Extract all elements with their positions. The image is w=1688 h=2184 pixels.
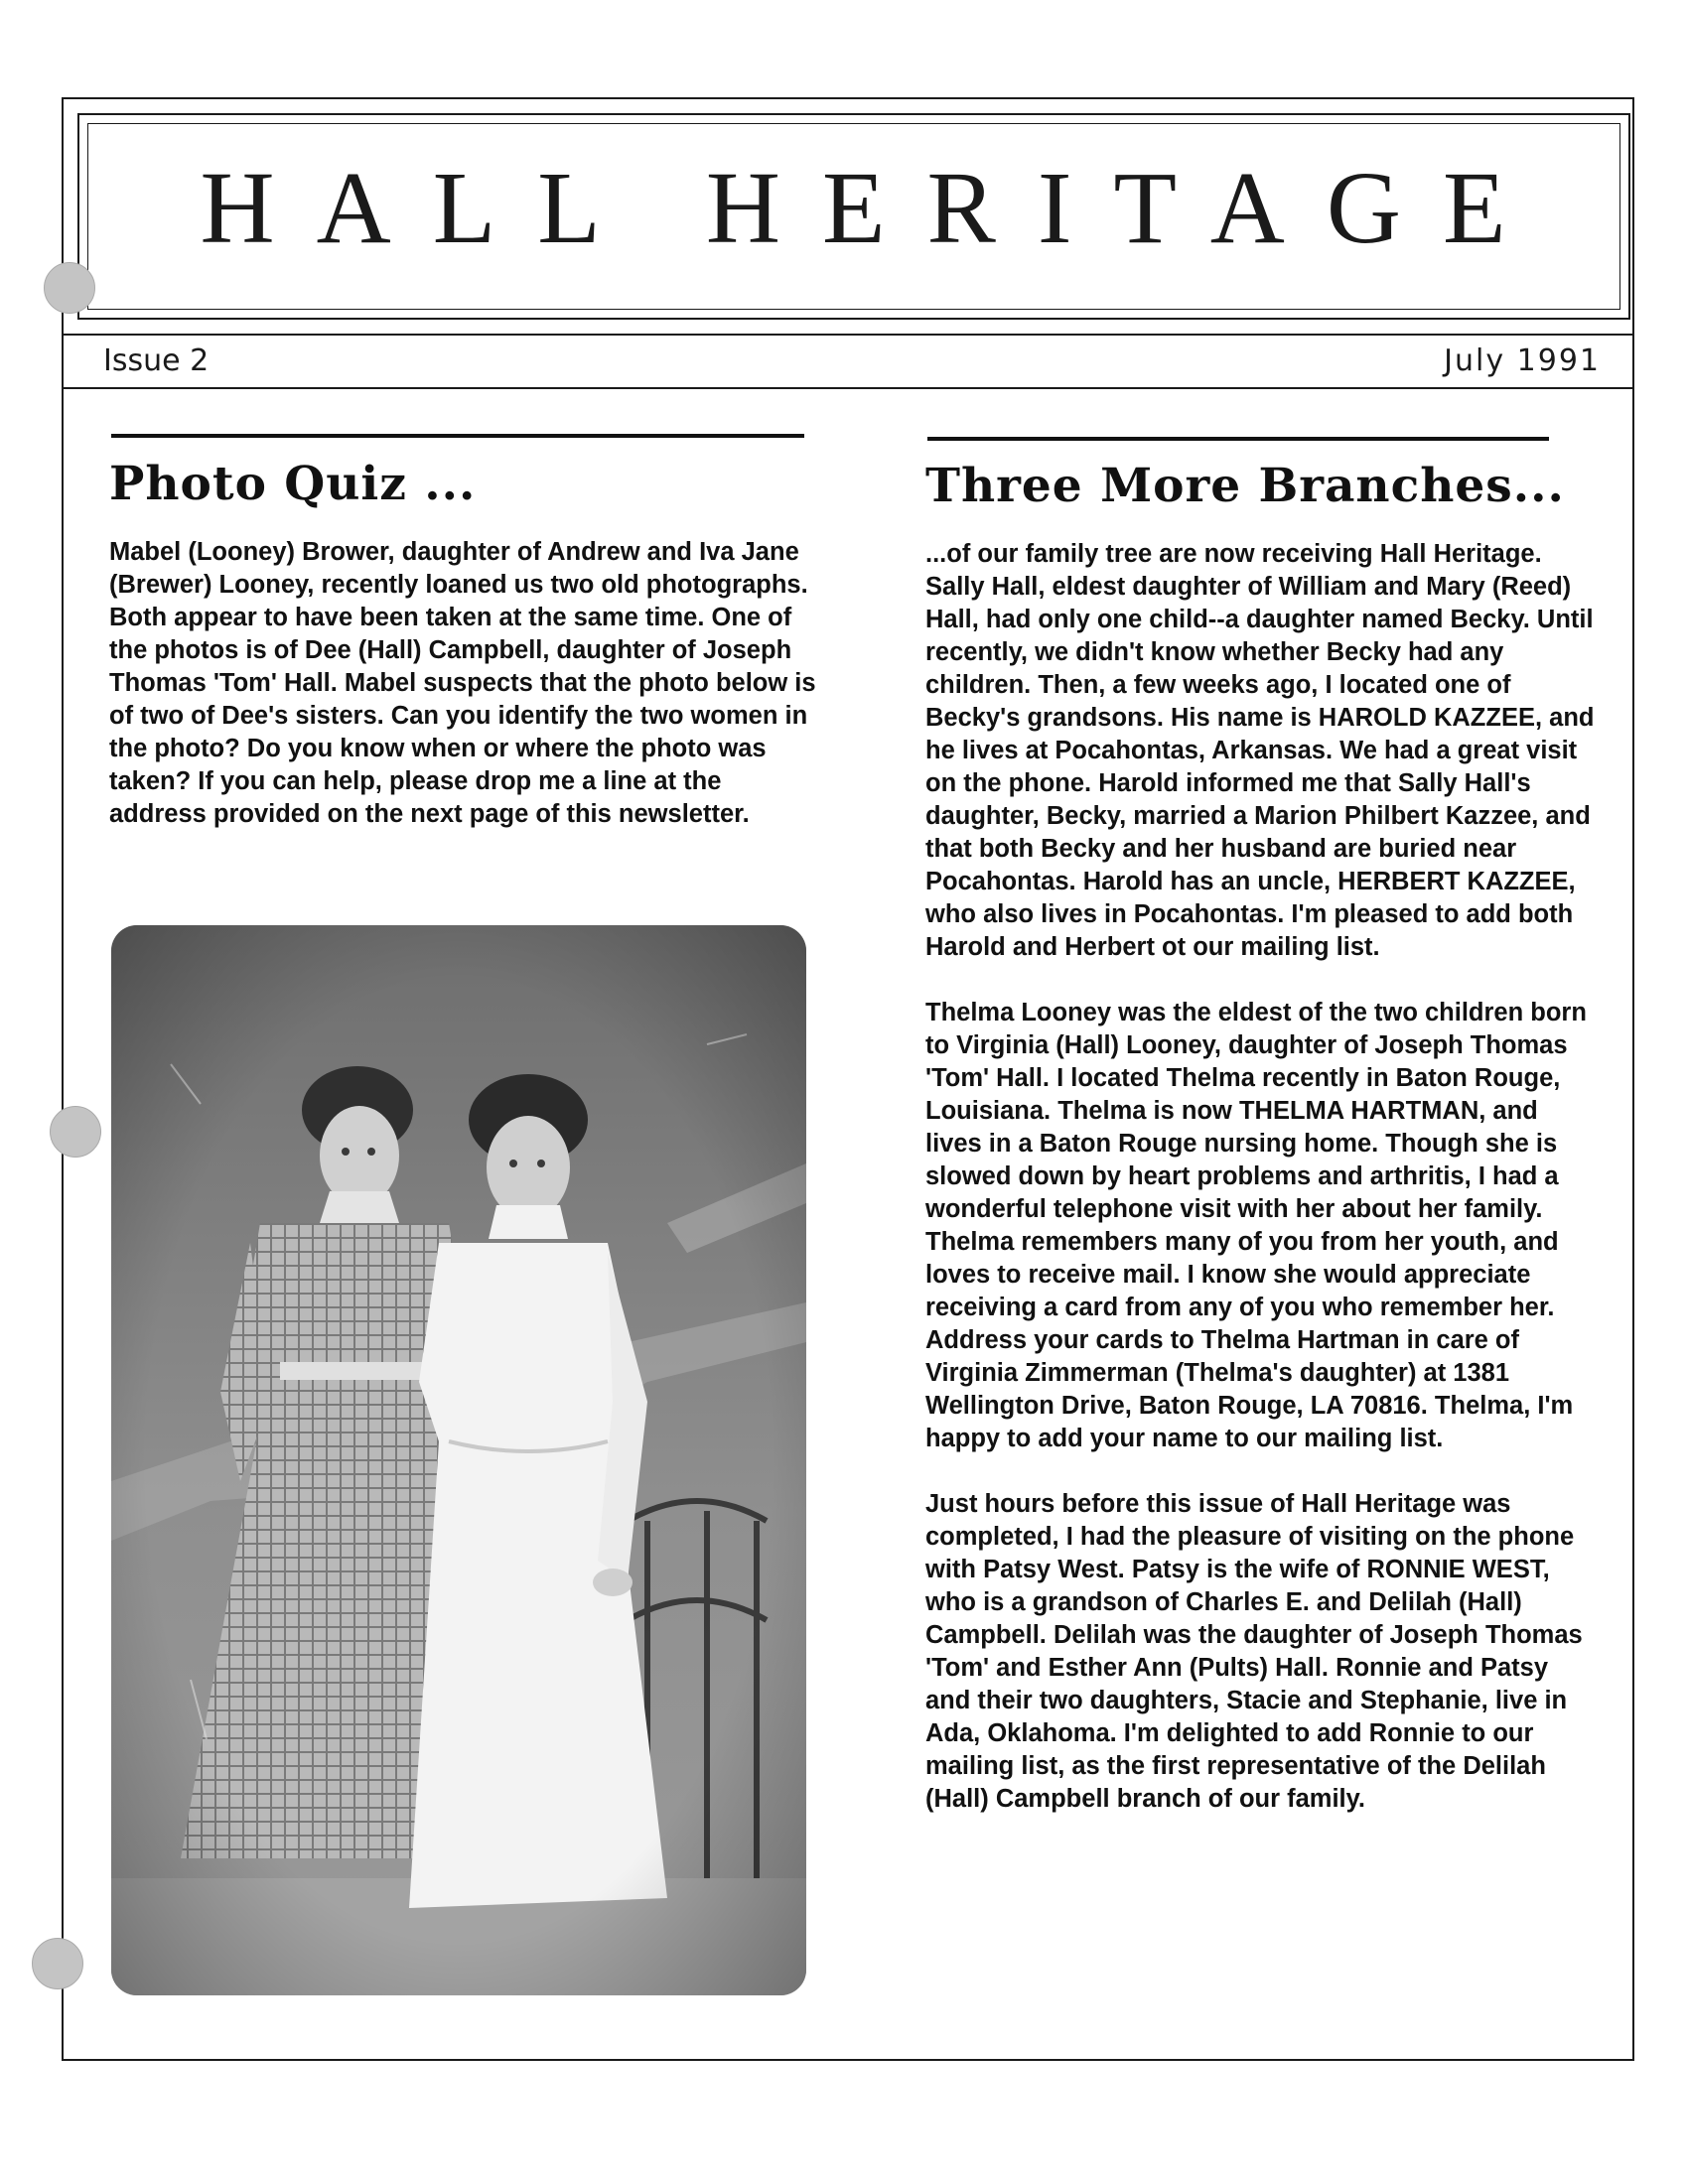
left-column-rule bbox=[111, 434, 804, 438]
binder-hole-bottom bbox=[32, 1938, 83, 1989]
masthead bbox=[77, 113, 1630, 320]
binder-hole-middle bbox=[50, 1106, 101, 1158]
newsletter-title: HALL HERITAGE bbox=[200, 151, 1548, 265]
three-more-branches-text bbox=[925, 538, 1599, 1848]
three-more-branches-heading: Three More Branches... bbox=[925, 459, 1565, 513]
branches-paragraph-3: Just hours before this issue of Hall Heritage was completed, I had the pleasure of visiting on the phone with Patsy West. Patsy is the wife of RONNIE WEST, who is a grandson of Charles E. and Delilah (Hall) Campbell. Delilah was the daughter of Joseph Thomas 'Tom' and Esther Ann (Pults) Hall. Ronnie and Patsy and their two daughters, Stacie and Stephanie, live in Ada, Oklahoma. I'm delighted to add Ronnie to our mailing list, as the first representative of the Delilah (Hall) Campbell branch of our family. bbox=[925, 1490, 1583, 1813]
photo-quiz-text bbox=[109, 536, 820, 864]
photograph-illustration bbox=[111, 925, 806, 1995]
branches-paragraph-1: ...of our family tree are now receiving Hall Heritage. Sally Hall, eldest daughter of William and Mary (Reed) Hall, had only one child--a daughter named Becky. Until recently, we didn't know whether Becky had any children. Then, a few weeks ago, I located one of Becky's grandsons. His name is HAROLD KAZZEE, and he lives at Pocahontas, Arkansas. We had a great visit on the phone. Harold informed me that Sally Hall's daughter, Becky, married a Marion Philbert Kazzee, and that both Becky and her husband are buried near Pocahontas. Harold has an uncle, HERBERT KAZZEE, who also lives in Pocahontas. I'm pleased to add both Harold and Herbert ot our mailing list. bbox=[925, 540, 1595, 961]
binder-hole-top bbox=[44, 262, 95, 314]
issue-number: Issue 2 bbox=[103, 343, 210, 378]
issue-bar bbox=[64, 334, 1632, 389]
photo-quiz-heading: Photo Quiz ... bbox=[109, 457, 477, 511]
branches-paragraph-2: Thelma Looney was the eldest of the two children born to Virginia (Hall) Looney, daughter of Joseph Thomas 'Tom' Hall. I located Thelma recently in Baton Rouge, Louisiana. Thelma is now THELMA HARTMAN, and lives in a Baton Rouge nursing home. Though she is slowed down by heart problems and arthritis, I had a wonderful telephone visit with her about her family. Thelma remembers many of you from her youth, and loves to receive mail. I know she would appreciate receiving a card from any of you who remember her. Address your cards to Thelma Hartman in care of Virginia Zimmerman (Thelma's daughter) at 1381 Wellington Drive, Baton Rouge, LA 70816. Thelma, I'm happy to add your name to our mailing list. bbox=[925, 999, 1587, 1452]
vintage-photograph-two-women bbox=[111, 925, 806, 1995]
issue-date: July 1991 bbox=[1444, 343, 1601, 378]
right-column-rule bbox=[927, 437, 1549, 441]
photo-quiz-paragraph: Mabel (Looney) Brower, daughter of Andrew and Iva Jane (Brewer) Looney, recently loaned us two old photographs. Both appear to have been taken at the same time. One of the photos is of Dee (Hall) Campbell, daughter of Joseph Thomas 'Tom' Hall. Mabel suspects that the photo below is of two of Dee's sisters. Can you identify the two women in the photo? Do you know when or where the photo was taken? If you can help, please drop me a line at the address provided on the next page of this newsletter. bbox=[109, 538, 816, 828]
